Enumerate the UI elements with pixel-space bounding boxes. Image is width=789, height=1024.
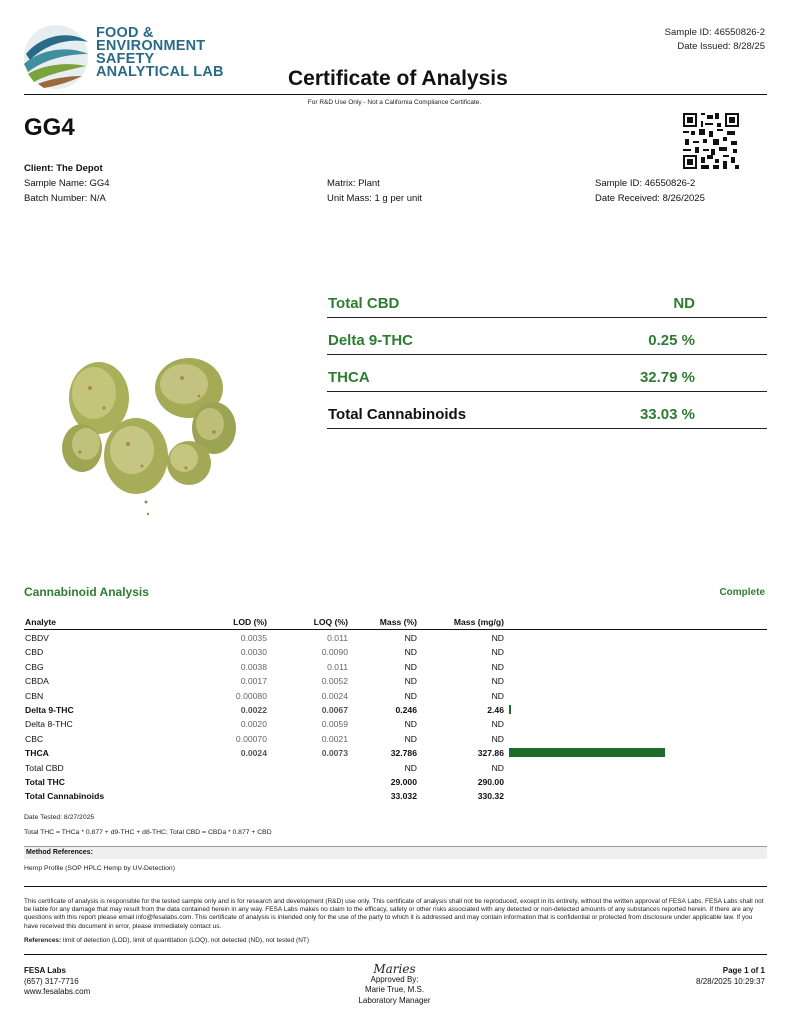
summary-value: 32.79 % (639, 369, 695, 386)
summary-label: Total CBD (328, 295, 400, 312)
footer-page-info (696, 966, 765, 987)
table-body (24, 630, 767, 803)
cell-lod: 0.0017 (240, 676, 267, 687)
analysis-table (24, 614, 767, 803)
header-meta (665, 26, 765, 54)
cell-loq: 0.0052 (321, 676, 348, 687)
sample-id: Sample ID: 46550826-2 (595, 178, 696, 189)
summary-row (327, 392, 767, 429)
cell-lod: 0.0030 (240, 647, 267, 658)
cell-loq: 0.0090 (321, 647, 348, 658)
references-label: References: (24, 937, 62, 944)
matrix: Matrix: Plant (327, 178, 380, 189)
cell-analyte: CBC (25, 733, 44, 744)
summary-value: 33.03 % (639, 406, 695, 423)
table-row (24, 673, 767, 687)
section-title: Cannabinoid Analysis (24, 585, 149, 599)
cell-analyte: CBD (25, 647, 44, 658)
approver-title: Laboratory Manager (358, 995, 431, 1005)
table-row (24, 716, 767, 730)
client-info (24, 161, 110, 206)
mass-bar (509, 748, 665, 757)
col-mass-mg: Mass (mg/g) (453, 617, 504, 627)
unit-mass: Unit Mass: 1 g per unit (327, 193, 423, 204)
sample-name: Sample Name: GG4 (24, 178, 110, 189)
cell-mass-pct: 0.246 (395, 704, 417, 715)
cell-mass-pct: ND (404, 676, 417, 687)
cell-mass-mg: 327.86 (477, 748, 504, 759)
cell-analyte: Delta 9-THC (25, 704, 74, 715)
client-name: Client: The Depot (24, 163, 103, 174)
summary-label: Delta 9-THC (328, 332, 414, 349)
cell-loq: 0.0059 (321, 719, 348, 730)
cell-loq: 0.011 (327, 661, 348, 672)
references-text: limit of detection (LOD), limit of quantitation (LOQ), not detected (ND), not tested (NT) (61, 937, 310, 944)
signature: Maries (373, 962, 416, 976)
cell-mass-pct: ND (404, 719, 417, 730)
col-lod: LOD (%) (233, 617, 267, 627)
cell-loq: 0.0024 (321, 690, 348, 701)
col-analyte: Analyte (25, 617, 57, 627)
cell-mass-mg: ND (491, 733, 504, 744)
summary-row (327, 318, 767, 355)
cell-mass-pct: 29.000 (390, 776, 417, 787)
cell-mass-pct: ND (404, 690, 417, 701)
date-tested: Date Tested: 8/27/2025 (24, 814, 95, 821)
batch-number: Batch Number: N/A (24, 193, 106, 204)
footer-website[interactable]: www.fesalabs.com (24, 987, 91, 996)
cell-mass-pct: ND (404, 633, 417, 643)
table-row (24, 788, 767, 802)
col-mass-pct: Mass (%) (379, 617, 417, 627)
cell-mass-mg: 290.00 (477, 776, 504, 787)
cell-mass-pct: ND (404, 661, 417, 672)
logo-line-1: FOOD & (96, 25, 154, 41)
product-photo (24, 218, 272, 574)
logo-line-4: ANALYTICAL LAB (96, 64, 224, 80)
cell-loq: 0.0067 (321, 704, 348, 715)
col-loq: LOQ (%) (313, 617, 348, 627)
table-row (24, 745, 767, 759)
references (24, 937, 309, 944)
table-row (24, 659, 767, 673)
cell-lod: 0.0020 (240, 719, 267, 730)
page-number: Page 1 of 1 (722, 966, 765, 975)
summary-row (327, 281, 767, 318)
cell-lod: 0.0024 (240, 748, 267, 759)
summary-label: THCA (328, 369, 370, 386)
cell-analyte: Total THC (25, 776, 65, 787)
formula-note: Total THC = THCa * 0.877 + d9-THC + d8-THC; Total CBD = CBDa * 0.877 + CBD (24, 829, 272, 836)
summary-value: 0.25 % (648, 332, 695, 349)
cell-mass-mg: ND (491, 690, 504, 701)
footer-divider (24, 954, 767, 955)
approver-name: Marie True, M.S. (364, 985, 425, 994)
footer-approval (0, 964, 789, 1006)
cell-analyte: CBDV (25, 633, 49, 643)
header-sample-id: Sample ID: 46550826-2 (664, 27, 765, 38)
table-header (24, 614, 767, 630)
cell-lod: 0.0022 (240, 704, 267, 715)
cell-analyte: Total Cannabinoids (25, 791, 105, 802)
cell-lod: 0.0038 (240, 661, 267, 672)
cell-mass-pct: ND (404, 733, 417, 744)
cell-mass-mg: ND (491, 661, 504, 672)
disclaimer: For R&D Use Only - Not a California Compliance Certificate. (307, 99, 482, 106)
method-text: Hemp Profile (SOP HPLC Hemp by UV-Detection) (24, 865, 175, 872)
product-name: GG4 (24, 114, 75, 141)
cell-lod: 0.00080 (235, 690, 267, 701)
footer-phone: (657) 317-7716 (24, 976, 79, 986)
cell-analyte: CBN (25, 690, 44, 701)
table-row (24, 702, 767, 716)
cell-mass-pct: ND (404, 762, 417, 773)
summary-row (327, 355, 767, 392)
matrix-info (327, 176, 422, 206)
cell-loq: 0.0073 (321, 748, 348, 759)
table-row (24, 688, 767, 702)
cell-lod: 0.00070 (235, 733, 267, 744)
cell-mass-pct: 32.786 (390, 748, 417, 759)
cell-loq: 0.0021 (321, 733, 348, 744)
cell-mass-mg: 330.32 (477, 791, 504, 802)
qr-code[interactable] (683, 113, 739, 169)
table-row (24, 731, 767, 745)
cell-mass-mg: 2.46 (487, 704, 504, 715)
table-row (24, 630, 767, 644)
status-badge: Complete (719, 587, 765, 598)
logo-line-3: SAFETY (96, 51, 155, 67)
cell-analyte: Total CBD (25, 762, 64, 773)
header-date-issued: Date Issued: 8/28/25 (677, 41, 765, 52)
cell-mass-pct: ND (404, 647, 417, 658)
footer-company: FESA Labs (24, 966, 66, 975)
method-heading: Method References: (24, 846, 767, 859)
cell-analyte: THCA (25, 748, 49, 759)
cell-analyte: Delta 8-THC (25, 719, 73, 730)
logo-line-2: ENVIRONMENT (96, 38, 206, 54)
header-divider (24, 94, 767, 95)
mass-bar (509, 705, 511, 714)
cell-mass-mg: ND (491, 647, 504, 658)
legal-text: This certificate of analysis is responsible for the tested sample only and is for research and development (R&D) use only. This certificate of analysis shall not be reproduced, except in its entirety, without the written approval of FESA Labs. FESA Labs shall not be liable for any damage that may result from the data contained herein in any way. FESA Labs makes no claim to the efficacy, safety or other risks associated with any detected or non-detected amounts of any substances reported herein. If there are any questions with this report please email info@fesalabs.com. This certificate of analysis is intended only for the use of the party to which it is addressed and may contain information that is confidential or protected from disclosure under applicable law. If you have received this document in error, please immediately contact us. (24, 898, 764, 930)
cell-lod: 0.0035 (240, 633, 267, 643)
cell-mass-mg: ND (491, 633, 504, 643)
cell-loq: 0.011 (327, 633, 348, 643)
cell-analyte: CBG (25, 661, 44, 672)
cell-analyte: CBDA (25, 676, 49, 687)
report-timestamp: 8/28/2025 10:29:37 (696, 976, 765, 986)
approved-by-label: Approved By: (370, 974, 419, 984)
sample-info (595, 176, 705, 206)
lab-name (96, 27, 224, 79)
divider (24, 886, 767, 887)
table-row (24, 774, 767, 788)
table-row (24, 644, 767, 658)
summary-value: ND (673, 295, 695, 312)
table-row (24, 760, 767, 774)
cell-mass-pct: 33.032 (390, 791, 417, 802)
summary-label: Total Cannabinoids (328, 406, 467, 423)
cell-mass-mg: ND (491, 762, 504, 773)
date-received: Date Received: 8/26/2025 (595, 193, 705, 204)
page-title: Certificate of Analysis (288, 67, 508, 90)
cell-mass-mg: ND (491, 719, 504, 730)
cell-mass-mg: ND (491, 676, 504, 687)
